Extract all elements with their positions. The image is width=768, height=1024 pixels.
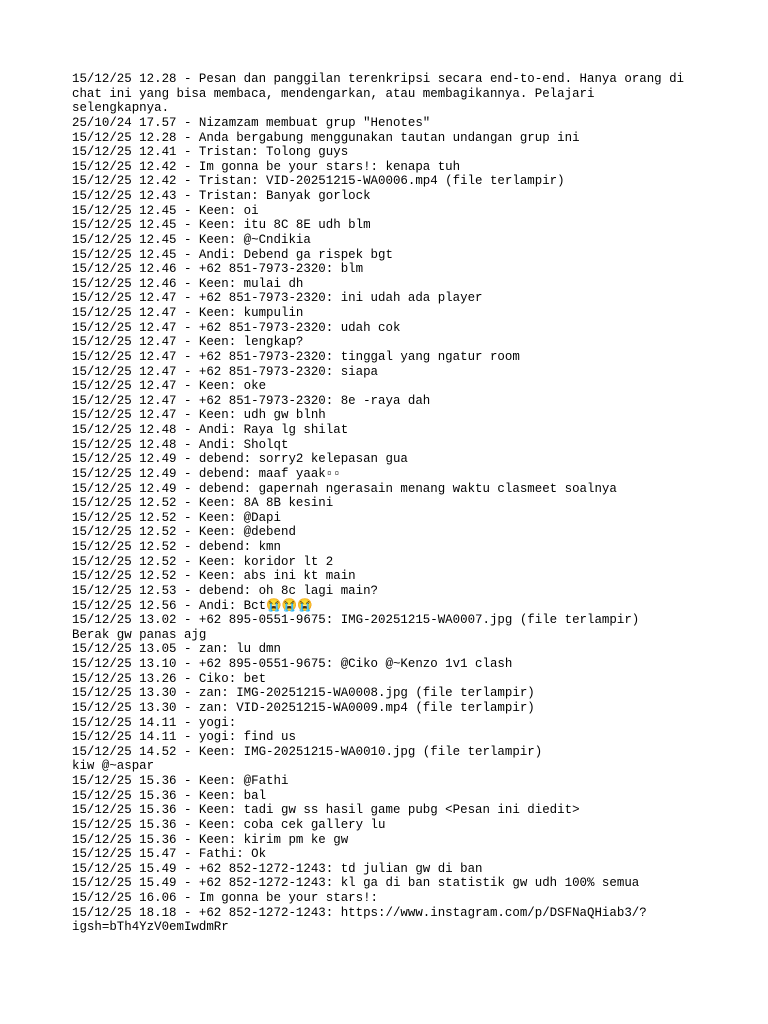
chat-line: 15/12/25 12.49 - debend: maaf yaak▫▫	[72, 466, 341, 481]
chat-line: 15/12/25 12.52 - Keen: @Dapi	[72, 510, 281, 525]
chat-line: kiw @~aspar	[72, 759, 155, 774]
chat-line: 15/12/25 15.36 - Keen: kirim pm ke gw	[72, 832, 349, 847]
chat-line: 15/12/25 12.46 - +62 851-7973-2320: blm	[72, 262, 364, 277]
chat-line: 15/12/25 12.45 - Keen: oi	[72, 203, 259, 218]
chat-line: 15/12/25 13.26 - Ciko: bet	[72, 671, 267, 686]
chat-line: 15/12/25 12.28 - Anda bergabung menggunakan tautan undangan grup ini	[72, 130, 580, 145]
chat-line: 15/12/25 13.10 - +62 895-0551-9675: @Ciko @~Kenzo 1v1 clash	[72, 657, 513, 671]
chat-line: 15/12/25 15.36 - Keen: tadi gw ss hasil game pubg <Pesan ini diedit>	[72, 803, 580, 818]
chat-line: 15/12/25 14.11 - yogi: find us	[72, 730, 296, 745]
chat-line: 15/12/25 12.45 - Keen: itu 8C 8E udh blm	[72, 218, 371, 233]
chat-line: 15/12/25 12.42 - Tristan: VID-20251215-WA0006.mp4 (file terlampir)	[72, 174, 565, 189]
chat-log	[72, 72, 712, 935]
chat-line: 15/12/25 12.47 - +62 851-7973-2320: udah cok	[72, 320, 401, 335]
chat-line: 15/12/25 12.47 - Keen: udh gw blnh	[72, 408, 326, 423]
chat-line: 15/12/25 12.47 - +62 851-7973-2320: ini udah ada player	[72, 291, 483, 306]
chat-line: 15/12/25 12.43 - Tristan: Banyak gorlock	[72, 189, 371, 203]
chat-line: chat ini yang bisa membaca, mendengarkan, atau membagikannya. Pelajari	[72, 86, 595, 101]
chat-line: 15/12/25 12.47 - Keen: lengkap?	[72, 335, 304, 350]
chat-line: 15/12/25 15.49 - +62 852-1272-1243: td julian gw di ban	[72, 861, 483, 876]
chat-line: 15/12/25 12.45 - Andi: Debend ga rispek bgt	[72, 247, 393, 262]
chat-line: 15/12/25 13.30 - zan: VID-20251215-WA0009.mp4 (file terlampir)	[72, 700, 535, 715]
chat-line: 15/12/25 12.42 - Im gonna be your stars!: kenapa tuh	[72, 159, 461, 174]
chat-line: 15/12/25 14.52 - Keen: IMG-20251215-WA0010.jpg (file terlampir)	[72, 744, 543, 759]
chat-line: selengkapnya.	[72, 101, 170, 116]
chat-line: 15/12/25 15.36 - Keen: bal	[72, 788, 267, 803]
chat-line: 15/12/25 12.49 - debend: gapernah ngerasain menang waktu clasmeet soalnya	[72, 481, 617, 496]
chat-line: 15/12/25 12.56 - Andi: Bct😭😭😭	[72, 598, 313, 613]
chat-line: 15/12/25 12.52 - Keen: koridor lt 2	[72, 554, 334, 569]
chat-line: 15/12/25 12.52 - Keen: abs ini kt main	[72, 569, 356, 584]
chat-line: 15/12/25 12.28 - Pesan dan panggilan terenkripsi secara end-to-end. Hanya orang di	[72, 72, 685, 86]
chat-line: 15/12/25 15.47 - Fathi: Ok	[72, 847, 267, 862]
chat-line: 15/12/25 15.36 - Keen: coba cek gallery lu	[72, 817, 386, 832]
chat-line: 15/12/25 12.47 - Keen: kumpulin	[72, 306, 304, 320]
chat-line: 15/12/25 14.11 - yogi:	[72, 715, 237, 730]
chat-line: igsh=bTh4YzV0emIwdmRr	[72, 920, 229, 935]
chat-line: 25/10/24 17.57 - Nizamzam membuat grup "Henotes"	[72, 115, 431, 130]
chat-line: 15/12/25 15.49 - +62 852-1272-1243: kl ga di ban statistik gw udh 100% semua	[72, 876, 640, 891]
chat-line: 15/12/25 12.47 - +62 851-7973-2320: tinggal yang ngatur room	[72, 349, 520, 364]
chat-line: 15/12/25 12.47 - Keen: oke	[72, 379, 267, 394]
chat-line: 15/12/25 12.52 - debend: kmn	[72, 540, 281, 554]
chat-line: 15/12/25 13.05 - zan: lu dmn	[72, 642, 281, 657]
chat-line: 15/12/25 12.49 - debend: sorry2 kelepasan gua	[72, 452, 408, 467]
chat-export-page	[72, 72, 712, 935]
chat-line: 15/12/25 15.36 - Keen: @Fathi	[72, 774, 289, 788]
chat-line: 15/12/25 12.52 - Keen: 8A 8B kesini	[72, 496, 334, 511]
chat-line: 15/12/25 12.47 - +62 851-7973-2320: siapa	[72, 364, 379, 379]
chat-line: 15/12/25 12.48 - Andi: Sholqt	[72, 437, 289, 452]
chat-line: 15/12/25 12.48 - Andi: Raya lg shilat	[72, 423, 349, 437]
chat-line: 15/12/25 16.06 - Im gonna be your stars!:	[72, 891, 379, 905]
chat-line: 15/12/25 13.02 - +62 895-0551-9675: IMG-20251215-WA0007.jpg (file terlampir)	[72, 613, 640, 628]
chat-line: 15/12/25 12.52 - Keen: @debend	[72, 525, 296, 540]
chat-line: 15/12/25 12.46 - Keen: mulai dh	[72, 276, 304, 291]
chat-line: 15/12/25 13.30 - zan: IMG-20251215-WA0008.jpg (file terlampir)	[72, 686, 535, 701]
chat-line: Berak gw panas ajg	[72, 627, 207, 642]
chat-line: 15/12/25 12.53 - debend: oh 8c lagi main?	[72, 583, 379, 598]
chat-line: 15/12/25 12.45 - Keen: @~Cndikia	[72, 232, 311, 247]
chat-line: 15/12/25 12.47 - +62 851-7973-2320: 8e -raya dah	[72, 393, 431, 408]
chat-line: 15/12/25 12.41 - Tristan: Tolong guys	[72, 145, 349, 160]
chat-line: 15/12/25 18.18 - +62 852-1272-1243: https://www.instagram.com/p/DSFNaQHiab3/?	[72, 905, 647, 920]
